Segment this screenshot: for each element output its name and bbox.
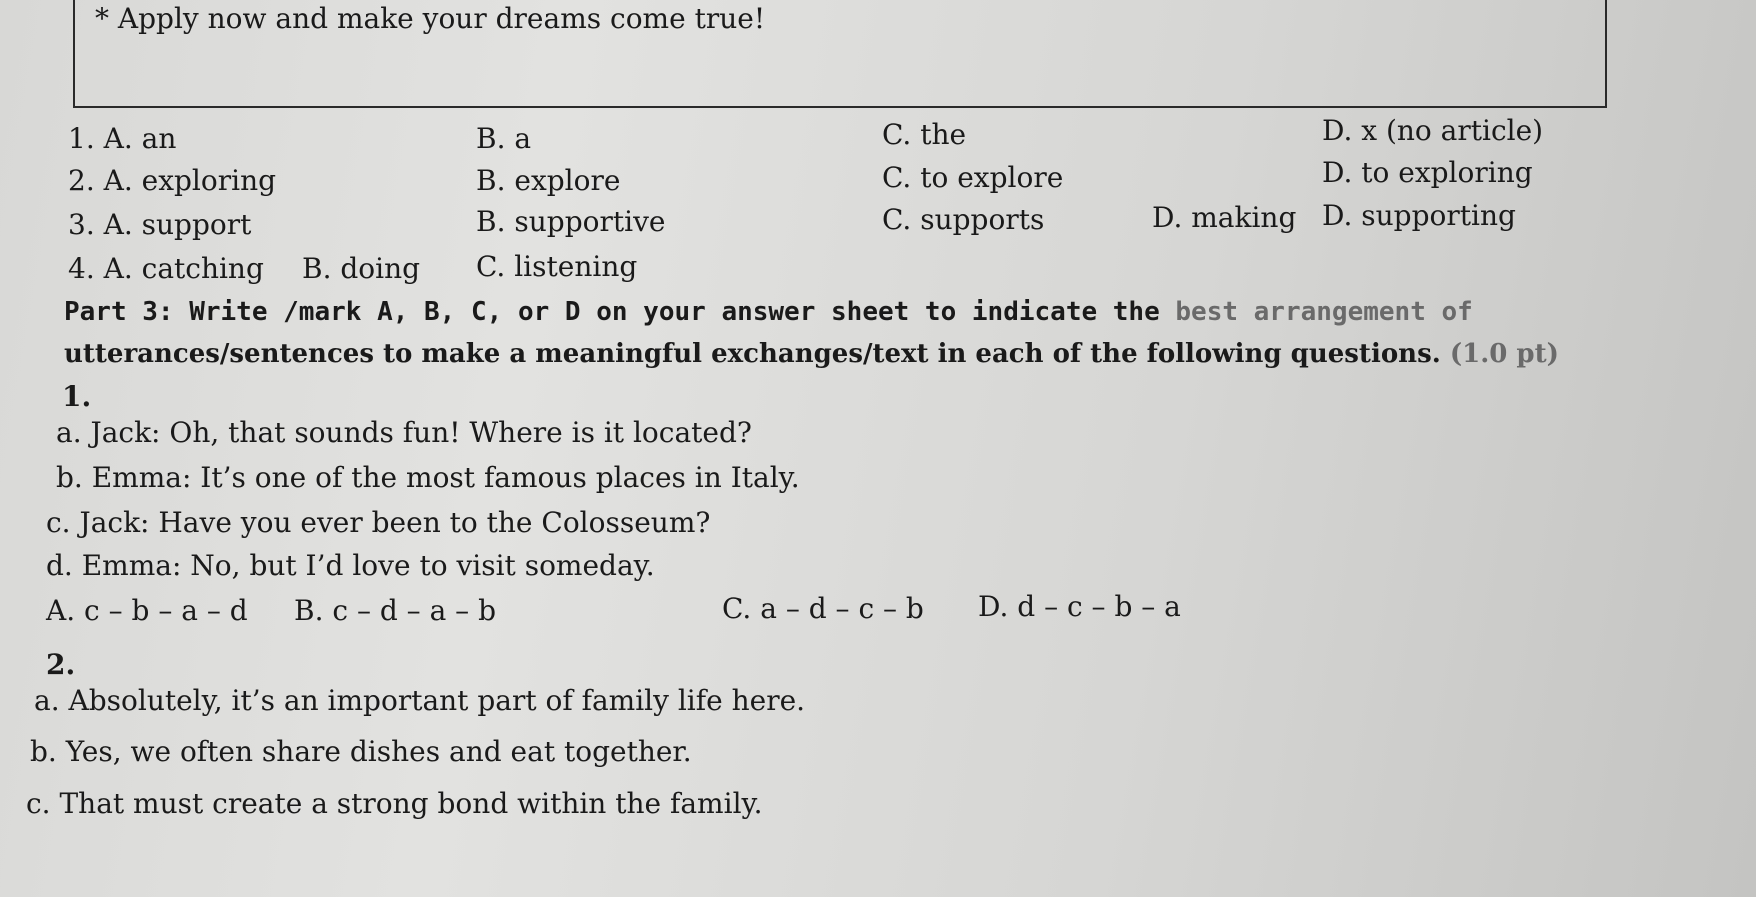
- q1-option-a: 1. A. an: [68, 122, 177, 155]
- exchange1-line-b: b. Emma: It’s one of the most famous places in Italy.: [56, 461, 800, 494]
- part3-instruction-line2: [64, 340, 1559, 369]
- q2-option-d: D. to exploring: [1322, 156, 1533, 189]
- q1-option-c: C. the: [882, 118, 967, 151]
- q1-option-b: B. a: [476, 122, 532, 155]
- q4-option-a: 4. A. catching: [68, 252, 264, 285]
- q3-option-d-making: D. making: [1152, 201, 1297, 234]
- q3-option-c: C. supports: [882, 203, 1045, 236]
- q4-option-c: C. listening: [476, 250, 638, 283]
- part3-line2-start: utterances/sentences to make a meaningful exchanges/text in each of the following questions.: [64, 339, 1441, 369]
- exchange1-line-c: c. Jack: Have you ever been to the Colosseum?: [46, 506, 711, 539]
- exchange1-option-b: B. c – d – a – b: [294, 594, 497, 627]
- q3-option-b: B. supportive: [476, 205, 666, 238]
- exchange1-option-d: D. d – c – b – a: [978, 590, 1181, 623]
- q2-option-b: B. explore: [476, 164, 621, 197]
- exchange2-line-c: c. That must create a strong bond within the family.: [26, 787, 763, 820]
- exchange2-line-a: a. Absolutely, it’s an important part of family life here.: [34, 684, 806, 717]
- q3-option-d: D. supporting: [1322, 199, 1516, 232]
- exchange1-option-c: C. a – d – c – b: [722, 592, 924, 625]
- q4-option-b: B. doing: [302, 252, 421, 285]
- q3-option-a: 3. A. support: [68, 208, 252, 241]
- part3-line1-start: Part 3: Write /mark A, B, C, or D on your answer sheet to indicate the: [64, 297, 1160, 327]
- exchange1-line-d: d. Emma: No, but I’d love to visit someday.: [46, 549, 655, 582]
- exchange1-number: 1.: [62, 380, 92, 413]
- part3-line2-end: (1.0 pt): [1449, 339, 1559, 369]
- part3-line1-end: best arrangement of: [1175, 297, 1473, 327]
- exchange2-line-b: b. Yes, we often share dishes and eat together.: [30, 735, 692, 768]
- q2-option-a: 2. A. exploring: [68, 164, 277, 197]
- header-box-text: * Apply now and make your dreams come true!: [95, 2, 766, 35]
- q1-option-d: D. x (no article): [1322, 114, 1544, 147]
- part3-instruction-line1: [64, 298, 1473, 327]
- exchange2-number: 2.: [46, 648, 76, 681]
- q2-option-c: C. to explore: [882, 161, 1064, 194]
- exchange1-option-a: A. c – b – a – d: [46, 594, 248, 627]
- exchange1-line-a: a. Jack: Oh, that sounds fun! Where is it located?: [56, 416, 752, 449]
